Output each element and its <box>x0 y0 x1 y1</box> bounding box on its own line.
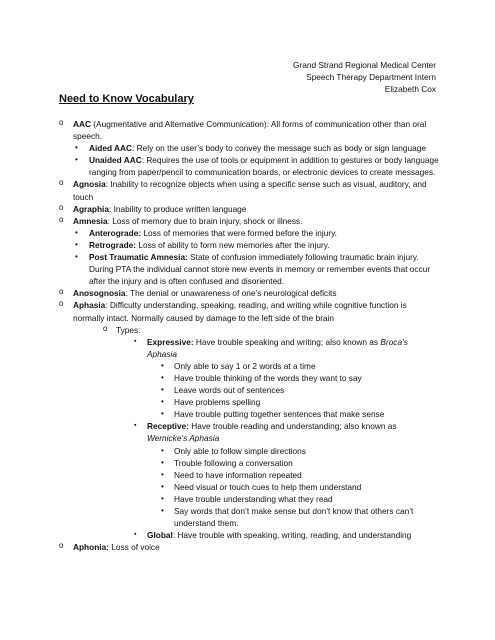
definition: Loss of memories that were formed before the injury. <box>141 227 337 238</box>
list-item-anterograde <box>59 227 439 239</box>
list-item-expressive <box>59 336 439 360</box>
bullet-text: Have trouble putting together sentences that make sense <box>174 409 385 420</box>
list-item-retrograde <box>59 239 439 251</box>
bullet-text: Leave words out of sentences <box>174 385 285 396</box>
list-item-receptive-5 <box>59 505 439 529</box>
circle-bullet-icon: o <box>59 214 64 224</box>
definition: : Inability to recognize objects when using a specific sense such as visual, auditory, and touch <box>73 179 427 202</box>
term: Post Traumatic Amnesia: <box>89 252 188 263</box>
list-item-receptive-1 <box>59 457 439 469</box>
term: Global <box>147 530 173 541</box>
page-title: Need to Know Vocabulary <box>59 93 194 105</box>
list-item-expressive-2 <box>59 384 439 396</box>
term: Retrograde: <box>89 239 137 250</box>
circle-bullet-icon: o <box>59 299 64 309</box>
definition: : Loss of memory due to brain injury, shock or illness. <box>107 215 303 226</box>
definition: Have trouble speaking and writing; also known as <box>193 336 381 347</box>
term: Agnosia <box>73 179 106 190</box>
list-item-receptive-3 <box>59 481 439 493</box>
header-department: Speech Therapy Department Intern <box>306 72 436 82</box>
list-item-expressive-1 <box>59 372 439 384</box>
list-item-expressive-0 <box>59 360 439 372</box>
definition: : Inability to produce written language <box>108 203 247 214</box>
definition: : The denial or unawareness of one’s neurological deficits <box>125 288 337 299</box>
circle-bullet-icon: o <box>59 541 64 551</box>
aka-term: Wernicke’s Aphasia <box>147 433 220 444</box>
bullet-icon: • <box>161 493 164 503</box>
bullet-text: Say words that don’t make sense but don’t know that others can’t understand them. <box>174 506 414 529</box>
bullet-icon: • <box>75 155 78 165</box>
bullet-text: Trouble following a conversation <box>174 457 293 468</box>
list-item-unaided-aac <box>59 154 439 178</box>
bullet-text: Have problems spelling <box>174 397 261 408</box>
list-item-receptive-4 <box>59 493 439 505</box>
list-item-aphonia <box>59 541 439 553</box>
bullet-icon: • <box>161 445 164 455</box>
bullet-text: Need to have information repeated <box>174 469 302 480</box>
list-item-anosognosia <box>59 287 439 299</box>
definition: Loss of voice <box>108 542 160 553</box>
circle-bullet-icon: o <box>59 118 64 127</box>
circle-bullet-icon: o <box>103 323 108 333</box>
list-item-types <box>59 324 439 336</box>
bullet-icon: • <box>161 397 164 407</box>
definition: : Have trouble with speaking, writing, reading, and understanding <box>172 530 412 541</box>
list-item-post-traumatic-amnesia <box>59 251 439 287</box>
square-bullet-icon: ▪ <box>134 422 137 430</box>
bullet-text: Only able to say 1 or 2 words at a time <box>174 360 316 371</box>
definition: Loss of ability to form new memories after the injury. <box>136 239 330 250</box>
bullet-text: Need visual or touch cues to help them understand <box>174 481 362 492</box>
term: Expressive: <box>147 336 194 347</box>
list-item-receptive <box>59 420 439 444</box>
types-label: Types: <box>116 324 141 335</box>
header-author: Elizabeth Cox <box>384 84 436 94</box>
definition: (Augmentative and Alternative Communication): All forms of communication other than oral speech. <box>73 119 427 142</box>
term: Anterograde: <box>89 227 142 238</box>
square-bullet-icon: ▪ <box>134 531 137 539</box>
term: Aphonia: <box>73 542 109 553</box>
list-item-agnosia <box>59 178 439 202</box>
list-item-expressive-4 <box>59 408 439 420</box>
bullet-icon: • <box>161 385 164 395</box>
header-organization: Grand Strand Regional Medical Center <box>293 60 436 70</box>
bullet-icon: • <box>75 227 78 237</box>
definition: : Rely on the user’s body to convey the message such as body or sign language <box>132 143 426 154</box>
list-item-receptive-2 <box>59 469 439 481</box>
bullet-icon: • <box>75 239 78 249</box>
list-item-aphasia <box>59 299 439 323</box>
document-header <box>293 59 436 95</box>
bullet-icon: • <box>161 469 164 479</box>
bullet-icon: • <box>75 252 78 262</box>
term: Amnesia <box>73 215 108 226</box>
aka-term: Broca’s Aphasia <box>147 336 408 359</box>
list-item-expressive-3 <box>59 396 439 408</box>
bullet-icon: • <box>161 409 164 419</box>
definition: : Requires the use of tools or equipment in addition to gestures or body language ranging from paper/pencil to communication boards, or electronic devices to create messages. <box>89 155 439 178</box>
vocabulary-list <box>59 118 439 553</box>
bullet-icon: • <box>75 143 78 153</box>
definition: State of confusion immediately following traumatic brain injury. During PTA the individual cannot store new events in memory or remember events that occur after the injury and is often confused and disoriented. <box>89 252 431 287</box>
bullet-icon: • <box>161 506 164 515</box>
list-item-global <box>59 529 439 541</box>
list-item-amnesia <box>59 215 439 227</box>
list-item-agraphia <box>59 203 439 215</box>
term: AAC <box>73 119 91 129</box>
bullet-icon: • <box>161 481 164 491</box>
square-bullet-icon: ▪ <box>134 337 137 345</box>
list-item-receptive-0 <box>59 445 439 457</box>
term: Agraphia <box>73 203 109 214</box>
bullet-icon: • <box>161 372 164 382</box>
circle-bullet-icon: o <box>59 287 64 297</box>
definition: : Difficulty understanding, speaking, reading, and writing while cognitive function is normally intact. Normally caused by damage to the left side of the brain <box>73 300 407 323</box>
circle-bullet-icon: o <box>59 202 64 212</box>
bullet-text: Have trouble thinking of the words they want to say <box>174 372 362 383</box>
term: Aphasia <box>73 300 106 311</box>
circle-bullet-icon: o <box>59 178 64 188</box>
term: Unaided AAC <box>89 155 142 166</box>
term: Aided AAC <box>89 143 133 154</box>
list-item-aac <box>59 118 439 142</box>
bullet-icon: • <box>161 360 164 370</box>
term: Receptive: <box>147 421 189 432</box>
list-item-aided-aac <box>59 142 439 154</box>
bullet-icon: • <box>161 457 164 467</box>
term: Anosognosia <box>73 288 126 299</box>
bullet-text: Only able to follow simple directions <box>174 445 306 456</box>
definition: Have trouble reading and understanding; also known as <box>188 421 397 432</box>
bullet-text: Have trouble understanding what they read <box>174 493 333 504</box>
